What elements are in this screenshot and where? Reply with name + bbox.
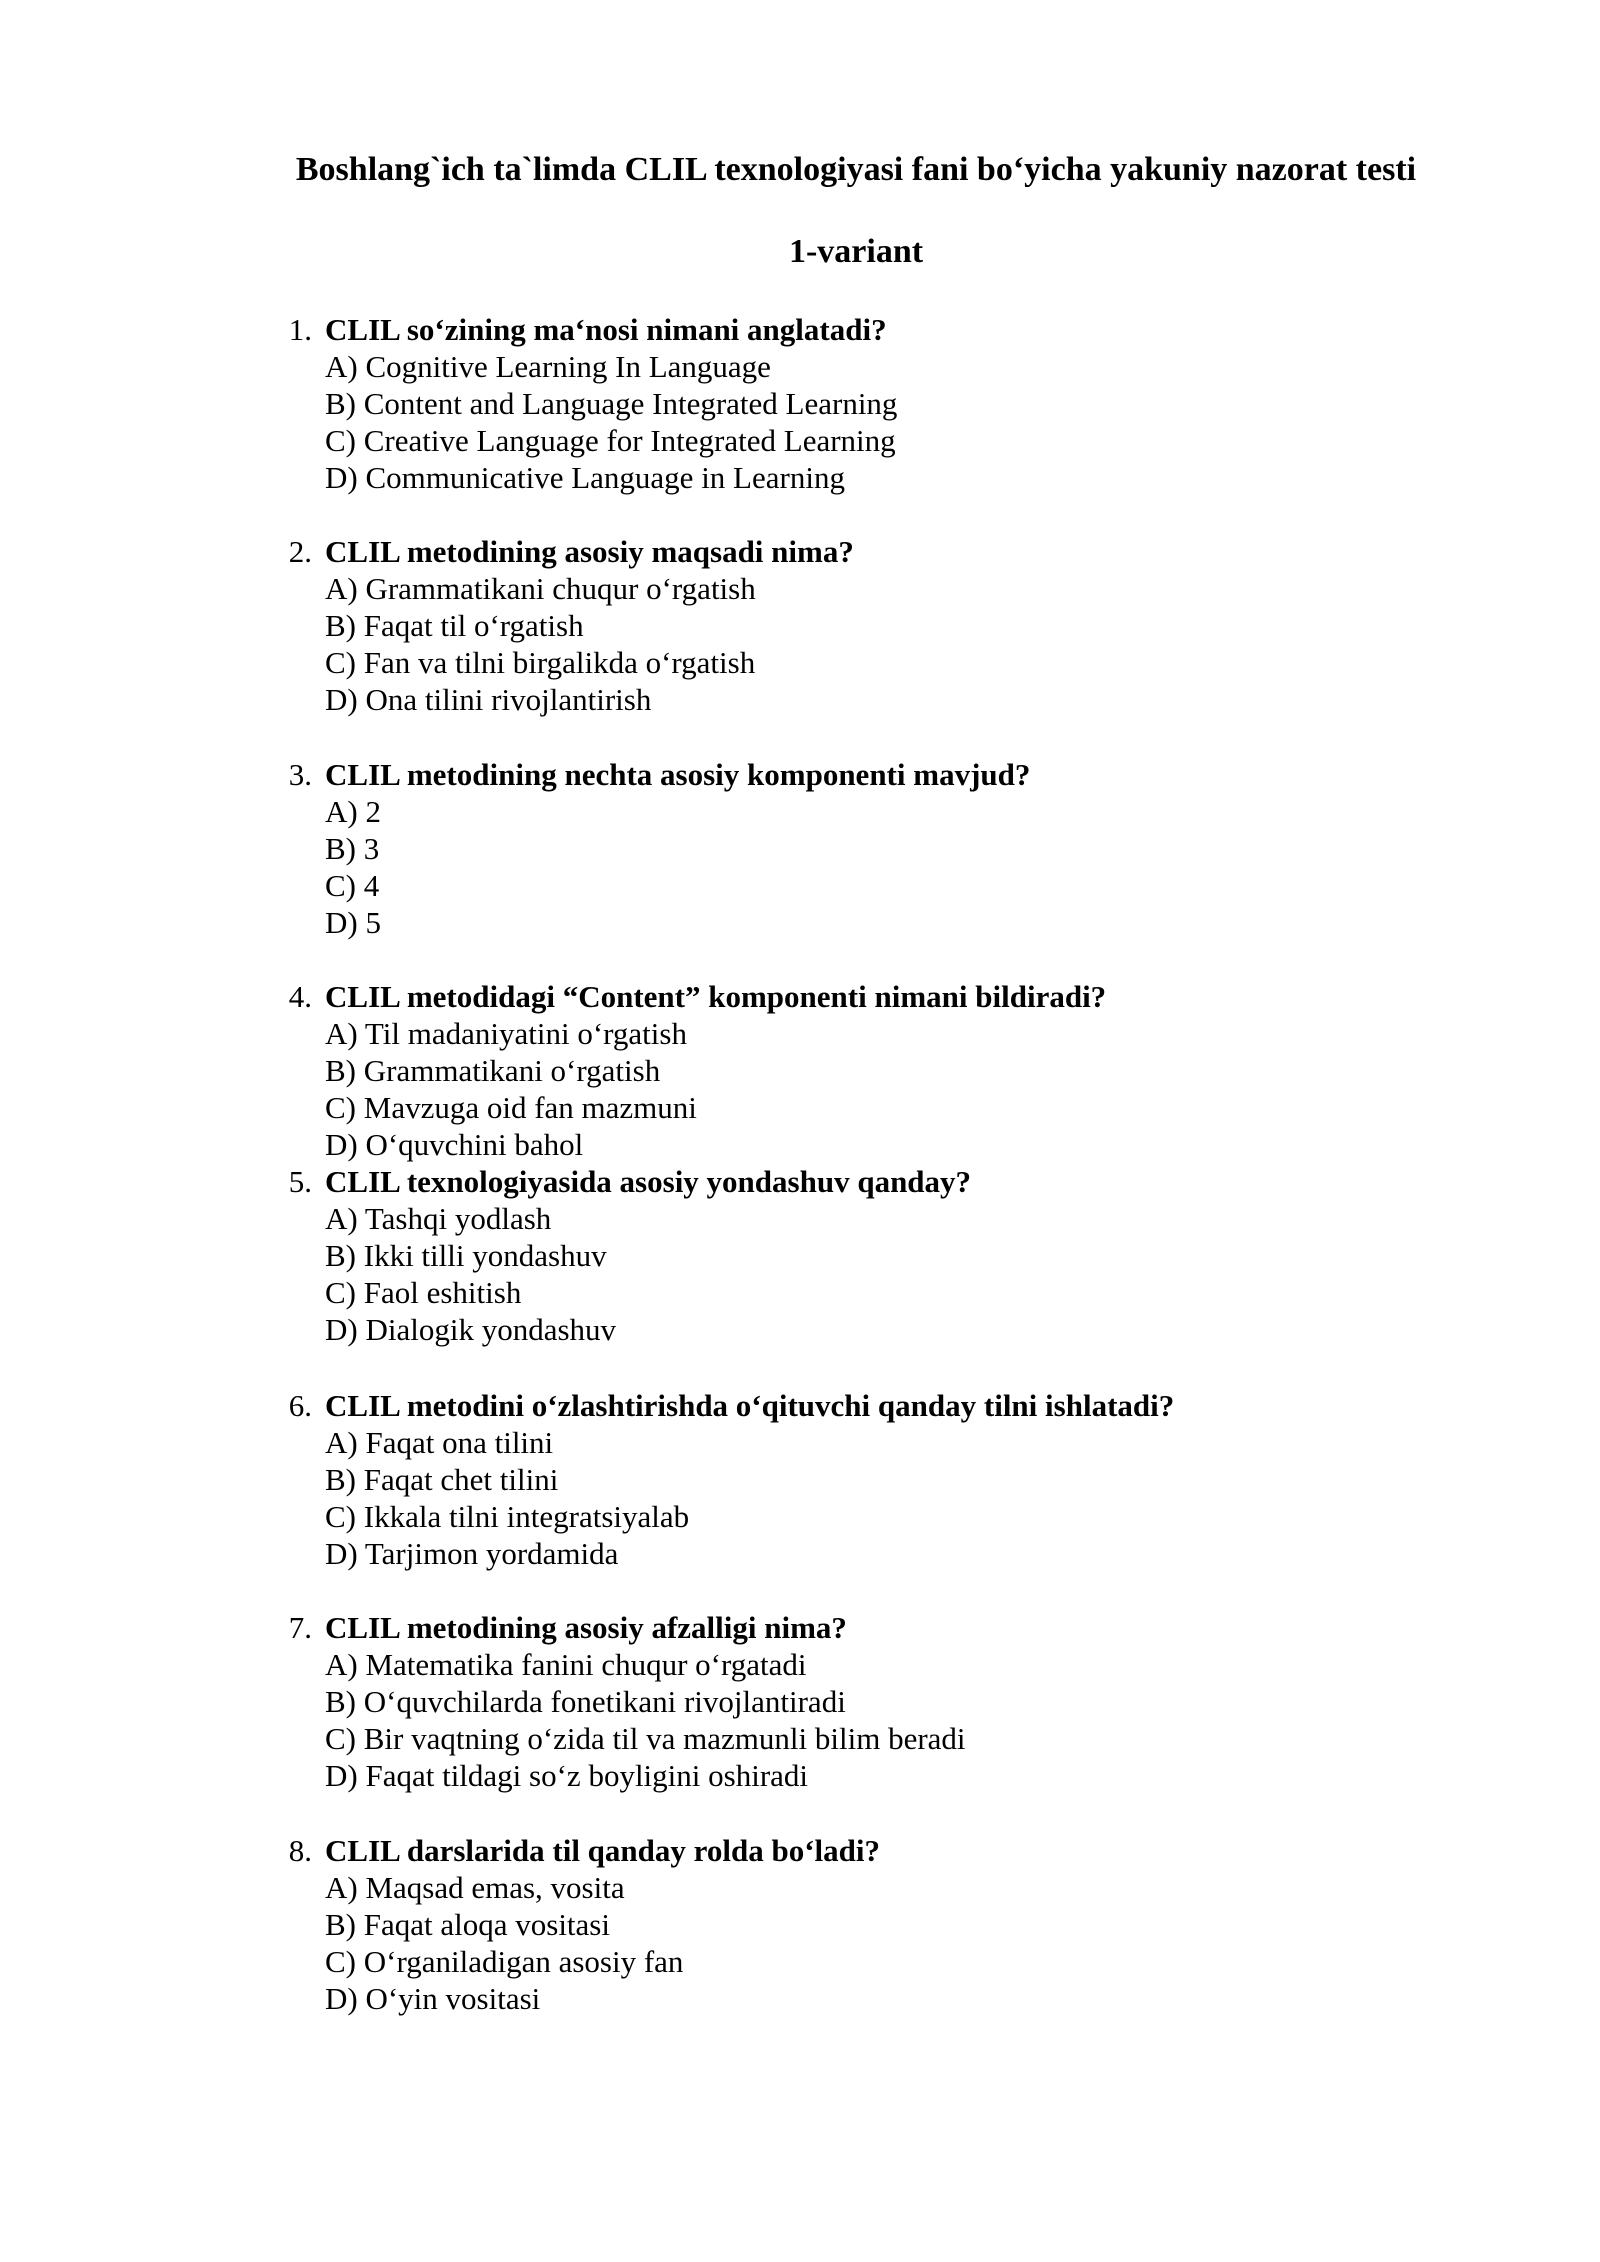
question-text: CLIL metodidagi “Content” komponenti nimani bildiradi? xyxy=(325,979,1107,1014)
question-text: CLIL metodining asosiy maqsadi nima? xyxy=(325,534,854,569)
answer-option: B) Content and Language Integrated Learning xyxy=(325,386,898,421)
answer-option: B) Grammatikani o‘rgatish xyxy=(325,1053,661,1088)
answer-option: B) Faqat chet tilini xyxy=(325,1462,559,1497)
answer-option: A) Cognitive Learning In Language xyxy=(325,349,771,384)
answer-option: B) O‘quvchilarda fonetikani rivojlantiradi xyxy=(325,1684,846,1719)
answer-option: D) Faqat tildagi so‘z boyligini oshiradi xyxy=(325,1758,809,1793)
document-title: Boshlang`ich ta`limda CLIL texnologiyasi fani bo‘yicha yakuniy nazorat testi xyxy=(295,151,1417,188)
answer-options xyxy=(325,1424,689,1572)
question-number: 5. xyxy=(288,1164,312,1199)
question-text: CLIL so‘zining ma‘nosi nimani anglatadi? xyxy=(325,312,887,347)
variant-heading: 1-variant xyxy=(788,233,924,270)
answer-options xyxy=(325,1015,697,1163)
answer-option: B) Faqat til o‘rgatish xyxy=(325,608,584,643)
question-text: CLIL metodini o‘zlashtirishda o‘qituvchi qanday tilni ishlatadi? xyxy=(325,1388,1175,1423)
answer-options xyxy=(325,1200,616,1348)
answer-option: C) Creative Language for Integrated Learning xyxy=(325,423,896,458)
question-text: CLIL metodining nechta asosiy komponenti mavjud? xyxy=(325,757,1031,792)
answer-option: C) Mavzuga oid fan mazmuni xyxy=(325,1090,697,1125)
answer-option: C) Faol eshitish xyxy=(325,1275,522,1310)
question-number: 2. xyxy=(288,534,312,569)
answer-options xyxy=(325,1646,966,1794)
answer-option: D) O‘quvchini bahol xyxy=(325,1127,584,1162)
answer-option: A) Maqsad emas, vosita xyxy=(325,1870,625,1905)
answer-options xyxy=(325,793,381,941)
question-number: 7. xyxy=(288,1610,312,1645)
answer-option: D) Tarjimon yordamida xyxy=(325,1536,619,1571)
answer-option: A) Til madaniyatini o‘rgatish xyxy=(325,1016,687,1051)
answer-option: C) Ikkala tilni integratsiyalab xyxy=(325,1499,690,1534)
answer-option: D) Communicative Language in Learning xyxy=(325,460,845,495)
answer-option: D) Dialogik yondashuv xyxy=(325,1312,617,1347)
answer-option: D) Ona tilini rivojlantirish xyxy=(325,682,652,717)
answer-option: A) Grammatikani chuqur o‘rgatish xyxy=(325,571,756,606)
answer-options xyxy=(325,1869,683,2017)
answer-options xyxy=(325,348,897,496)
answer-option: C) 4 xyxy=(325,868,380,903)
answer-option: D) 5 xyxy=(325,905,381,940)
question-number: 3. xyxy=(288,757,312,792)
answer-option: C) O‘rganiladigan asosiy fan xyxy=(325,1944,684,1979)
answer-option: B) Faqat aloqa vositasi xyxy=(325,1907,610,1942)
answer-options xyxy=(325,570,756,718)
question-number: 6. xyxy=(288,1388,312,1423)
answer-option: C) Bir vaqtning o‘zida til va mazmunli bilim beradi xyxy=(325,1721,966,1756)
question-text: CLIL texnologiyasida asosiy yondashuv qanday? xyxy=(325,1164,972,1199)
question-number: 1. xyxy=(288,312,312,347)
answer-option: B) Ikki tilli yondashuv xyxy=(325,1238,607,1273)
answer-option: A) 2 xyxy=(325,794,381,829)
question-number: 8. xyxy=(288,1833,312,1868)
question-text: CLIL metodining asosiy afzalligi nima? xyxy=(325,1610,847,1645)
question-number: 4. xyxy=(288,979,312,1014)
answer-option: A) Tashqi yodlash xyxy=(325,1201,552,1236)
answer-option: D) O‘yin vositasi xyxy=(325,1981,541,2016)
question-text: CLIL darslarida til qanday rolda bo‘ladi? xyxy=(325,1833,880,1868)
answer-option: A) Faqat ona tilini xyxy=(325,1425,554,1460)
answer-option: B) 3 xyxy=(325,831,380,866)
answer-option: C) Fan va tilni birgalikda o‘rgatish xyxy=(325,645,756,680)
answer-option: A) Matematika fanini chuqur o‘rgatadi xyxy=(325,1647,807,1682)
